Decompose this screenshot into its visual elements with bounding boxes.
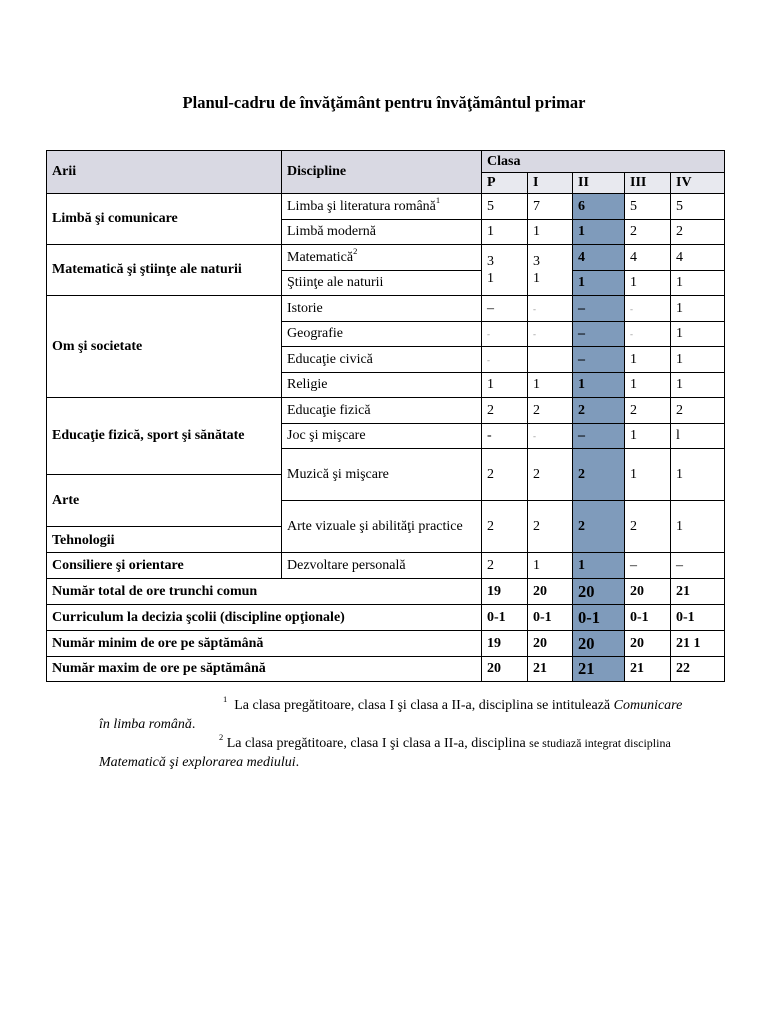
footnote-italic: în limba română bbox=[99, 716, 192, 732]
cell-value: - bbox=[482, 424, 528, 449]
curriculum-scoala-label: Curriculum la decizia şcolii (discipline opţionale) bbox=[47, 605, 482, 631]
cell-value: 1 bbox=[528, 373, 573, 398]
area-tehnologii: Tehnologii bbox=[47, 527, 282, 553]
footnote-1-continued bbox=[99, 716, 699, 735]
cell-value: 5 bbox=[671, 194, 725, 220]
footnote-1 bbox=[99, 694, 699, 716]
header-grade-p: P bbox=[482, 173, 528, 194]
total-value: 20 bbox=[573, 631, 625, 657]
discipline-istorie: Istorie bbox=[282, 296, 482, 322]
total-value: 0-1 bbox=[482, 605, 528, 631]
area-educatie-fizica-sport: Educaţie fizică, sport şi sănătate bbox=[47, 398, 282, 475]
cell-value bbox=[528, 347, 573, 373]
total-value: 21 bbox=[573, 657, 625, 682]
area-om-societate: Om şi societate bbox=[47, 296, 282, 398]
discipline-religie: Religie bbox=[282, 373, 482, 398]
total-value: 20 bbox=[625, 631, 671, 657]
cell-value-stacked bbox=[482, 245, 528, 296]
cell-value: 1 bbox=[528, 220, 573, 245]
total-value: 0-1 bbox=[671, 605, 725, 631]
footnote-text: La clasa pregătitoare, clasa I şi clasa a II-a, disciplina bbox=[226, 736, 526, 751]
area-matematica-stiinte: Matematică şi ştiinţe ale naturii bbox=[47, 245, 282, 296]
discipline-dezvoltare-personala: Dezvoltare personală bbox=[282, 553, 482, 579]
cell-value: - bbox=[482, 322, 528, 347]
footnote-small-text: se studiază integrat disciplina bbox=[529, 736, 671, 750]
cell-value: 1 bbox=[625, 271, 671, 296]
cell-value: 1 bbox=[573, 373, 625, 398]
area-limba-comunicare: Limbă şi comunicare bbox=[47, 194, 282, 245]
cell-value: 1 bbox=[671, 501, 725, 553]
cell-value: 1 bbox=[625, 424, 671, 449]
header-grade-ii: II bbox=[573, 173, 625, 194]
numar-maxim-label: Număr maxim de ore pe săptămână bbox=[47, 657, 482, 682]
footnote-mark: 1 bbox=[435, 194, 441, 205]
cell-value: 1 bbox=[528, 553, 573, 579]
header-arii: Arii bbox=[47, 151, 282, 194]
cell-value: 1 bbox=[625, 347, 671, 373]
cell-value: 2 bbox=[482, 553, 528, 579]
discipline-geografie: Geografie bbox=[282, 322, 482, 347]
discipline-name: Matematică bbox=[287, 249, 354, 265]
footnote-mark: 1 bbox=[223, 694, 228, 705]
footnote-2 bbox=[99, 734, 699, 754]
cell-value: – bbox=[573, 296, 625, 322]
total-value: 21 bbox=[528, 657, 573, 682]
footnote-end: . bbox=[295, 754, 300, 770]
total-value: 20 bbox=[482, 657, 528, 682]
cell-value: 2 bbox=[625, 398, 671, 424]
discipline-name: Limba şi literatura română bbox=[287, 198, 436, 214]
cell-value: 1 bbox=[671, 449, 725, 501]
cell-value: 1 bbox=[625, 449, 671, 501]
cell-value: 7 bbox=[528, 194, 573, 220]
cell-value: 2 bbox=[528, 501, 573, 553]
cell-value-stacked bbox=[528, 245, 573, 296]
cell-value: - bbox=[528, 424, 573, 449]
cell-value: - bbox=[528, 296, 573, 322]
area-arte: Arte bbox=[47, 475, 282, 527]
total-value: 0-1 bbox=[625, 605, 671, 631]
total-trunchi-comun-label: Număr total de ore trunchi comun bbox=[47, 579, 482, 605]
discipline-limba-romana bbox=[282, 194, 482, 220]
cell-value: 1 bbox=[625, 373, 671, 398]
cell-value: 2 bbox=[573, 398, 625, 424]
footnote-mark: 2 bbox=[353, 245, 358, 256]
cell-value: 1 bbox=[671, 322, 725, 347]
total-value: 20 bbox=[528, 631, 573, 657]
total-value: 0-1 bbox=[528, 605, 573, 631]
discipline-limba-moderna: Limbă modernă bbox=[282, 220, 482, 245]
footnote-text: La clasa pregătitoare, clasa I şi clasa a II-a, disciplina se intitulează bbox=[234, 698, 611, 713]
cell-value: 1 bbox=[533, 271, 540, 286]
cell-value: 1 bbox=[487, 271, 494, 286]
discipline-stiinte: Ştiinţe ale naturii bbox=[282, 271, 482, 296]
cell-value: - bbox=[528, 322, 573, 347]
header-grade-iii: III bbox=[625, 173, 671, 194]
discipline-matematica bbox=[282, 245, 482, 271]
cell-value: – bbox=[671, 553, 725, 579]
discipline-arte-vizuale: Arte vizuale şi abilităţi practice bbox=[282, 501, 482, 553]
cell-value: 2 bbox=[573, 449, 625, 501]
cell-value: 2 bbox=[482, 398, 528, 424]
cell-value: l bbox=[671, 424, 725, 449]
header-grade-i: I bbox=[528, 173, 573, 194]
numar-minim-label: Număr minim de ore pe săptămână bbox=[47, 631, 482, 657]
curriculum-table bbox=[46, 150, 725, 682]
cell-value: 2 bbox=[482, 449, 528, 501]
cell-value: 5 bbox=[625, 194, 671, 220]
cell-value: 2 bbox=[482, 501, 528, 553]
cell-value: 1 bbox=[573, 220, 625, 245]
cell-value: 1 bbox=[482, 373, 528, 398]
area-consiliere-orientare: Consiliere şi orientare bbox=[47, 553, 282, 579]
cell-value: 3 bbox=[533, 254, 540, 269]
cell-value: 3 bbox=[487, 254, 494, 269]
discipline-educatie-civica: Educaţie civică bbox=[282, 347, 482, 373]
cell-value: 1 bbox=[482, 220, 528, 245]
cell-value: 2 bbox=[625, 220, 671, 245]
cell-value: 1 bbox=[671, 296, 725, 322]
cell-value: 2 bbox=[671, 220, 725, 245]
cell-value: - bbox=[625, 296, 671, 322]
total-value: 20 bbox=[573, 579, 625, 605]
cell-value: – bbox=[482, 296, 528, 322]
cell-value: – bbox=[573, 424, 625, 449]
cell-value: 2 bbox=[573, 501, 625, 553]
total-value: 19 bbox=[482, 631, 528, 657]
footnote-italic: Comunicare bbox=[613, 698, 683, 713]
footnote-end: . bbox=[191, 716, 196, 732]
discipline-joc-miscare: Joc şi mişcare bbox=[282, 424, 482, 449]
total-value: 21 bbox=[625, 657, 671, 682]
cell-value: 2 bbox=[528, 398, 573, 424]
total-value: 20 bbox=[625, 579, 671, 605]
total-value: 21 bbox=[671, 579, 725, 605]
cell-value: 6 bbox=[573, 194, 625, 220]
footnote-italic: Matematică şi explorarea mediului bbox=[99, 754, 296, 770]
cell-value: 1 bbox=[671, 271, 725, 296]
cell-value: - bbox=[625, 322, 671, 347]
cell-value: 4 bbox=[671, 245, 725, 271]
cell-value: 4 bbox=[573, 245, 625, 271]
footnotes bbox=[99, 694, 699, 772]
header-discipline: Discipline bbox=[282, 151, 482, 194]
footnote-mark: 2 bbox=[219, 732, 224, 743]
cell-value: - bbox=[482, 347, 528, 373]
cell-value: 2 bbox=[528, 449, 573, 501]
cell-value: – bbox=[573, 322, 625, 347]
cell-value: 1 bbox=[573, 553, 625, 579]
total-value: 20 bbox=[528, 579, 573, 605]
total-value: 0-1 bbox=[573, 605, 625, 631]
cell-value: 5 bbox=[482, 194, 528, 220]
cell-value: – bbox=[573, 347, 625, 373]
header-grade-iv: IV bbox=[671, 173, 725, 194]
footnote-2-continued bbox=[99, 754, 699, 773]
page-title: Planul-cadru de învăţământ pentru învăţământul primar bbox=[182, 93, 586, 112]
cell-value: 2 bbox=[671, 398, 725, 424]
cell-value: 1 bbox=[671, 373, 725, 398]
cell-value: 1 bbox=[671, 347, 725, 373]
total-value: 22 bbox=[671, 657, 725, 682]
cell-value: 2 bbox=[625, 501, 671, 553]
total-value: 19 bbox=[482, 579, 528, 605]
cell-value: 4 bbox=[625, 245, 671, 271]
discipline-educatie-fizica: Educaţie fizică bbox=[282, 398, 482, 424]
total-value: 21 1 bbox=[671, 631, 725, 657]
cell-value: 1 bbox=[573, 271, 625, 296]
cell-value: – bbox=[625, 553, 671, 579]
header-clasa: Clasa bbox=[482, 151, 725, 173]
discipline-muzica-miscare: Muzică şi mişcare bbox=[282, 449, 482, 501]
